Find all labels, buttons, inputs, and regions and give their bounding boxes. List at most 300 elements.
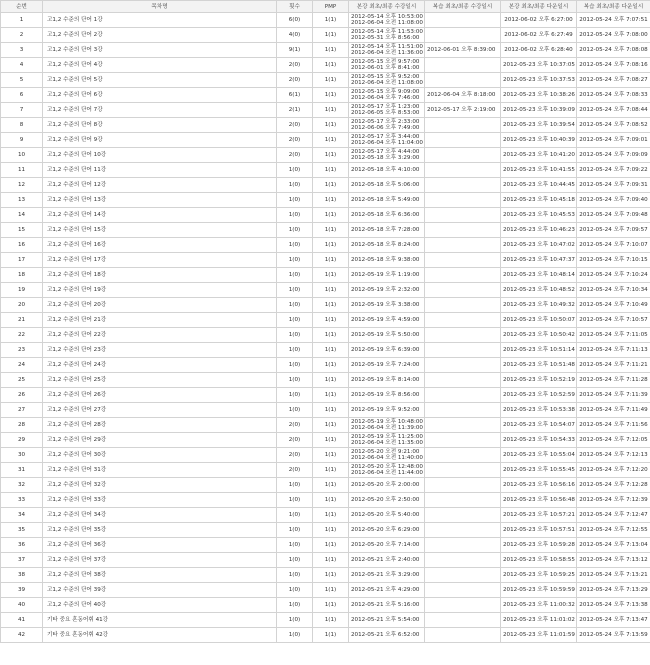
- row-review-download: 2012-05-24 오후 7:11:56: [577, 418, 650, 433]
- main-view-last: 2012-05-31 오후 8:56:00: [351, 35, 420, 41]
- row-pmp: 1(1): [313, 28, 349, 43]
- row-number: 28: [1, 418, 43, 433]
- row-pmp: 1(1): [313, 163, 349, 178]
- row-review-download: 2012-05-24 오후 7:12:13: [577, 448, 650, 463]
- row-pmp: 1(1): [313, 448, 349, 463]
- row-pmp: 1(1): [313, 358, 349, 373]
- row-title: 고1,2 수준의 단어 15강: [43, 223, 277, 238]
- row-title: 고1,2 수준의 단어 18강: [43, 268, 277, 283]
- row-count: 1(0): [277, 493, 313, 508]
- main-view-first: 2012-05-14 오후 10:53:00: [351, 14, 423, 20]
- row-review-view: [425, 493, 501, 508]
- row-main-view: [349, 58, 425, 73]
- main-view-first: 2012-05-19 오후 2:32:00: [351, 287, 420, 293]
- row-number: 16: [1, 238, 43, 253]
- row-main-view: [349, 253, 425, 268]
- row-title: 고1,2 수준의 단어 19강: [43, 283, 277, 298]
- row-main-view: [349, 553, 425, 568]
- table-row[interactable]: [1, 553, 650, 568]
- main-view-first: 2012-05-20 오후 2:50:00: [351, 497, 420, 503]
- row-review-view: [425, 208, 501, 223]
- row-main-view: [349, 478, 425, 493]
- row-pmp: 1(1): [313, 508, 349, 523]
- row-main-download: 2012-05-23 오후 10:41:55: [501, 163, 577, 178]
- review-view-first: 2012-06-01 오후 8:39:00: [427, 47, 496, 53]
- row-review-view: [425, 238, 501, 253]
- table-row[interactable]: [1, 598, 650, 613]
- row-main-view: [349, 298, 425, 313]
- table-row[interactable]: [1, 103, 650, 118]
- row-main-download: 2012-05-23 오후 10:38:26: [501, 88, 577, 103]
- row-main-view: [349, 508, 425, 523]
- row-main-view: [349, 13, 425, 28]
- table-row[interactable]: [1, 403, 650, 418]
- main-view-first: 2012-05-20 오후 6:29:00: [351, 527, 420, 533]
- main-view-first: 2012-05-17 오후 2:33:00: [351, 119, 420, 125]
- row-main-view: [349, 463, 425, 478]
- table-row[interactable]: [1, 43, 650, 58]
- table-row[interactable]: [1, 28, 650, 43]
- table-row[interactable]: [1, 58, 650, 73]
- row-review-view: [425, 343, 501, 358]
- row-main-download: 2012-05-23 오후 10:39:54: [501, 118, 577, 133]
- row-main-view: [349, 193, 425, 208]
- row-pmp: 1(1): [313, 73, 349, 88]
- row-main-download: 2012-05-23 오후 10:57:21: [501, 508, 577, 523]
- table-row[interactable]: [1, 628, 650, 643]
- row-review-view: [425, 553, 501, 568]
- table-row[interactable]: [1, 373, 650, 388]
- table-row[interactable]: [1, 283, 650, 298]
- row-title: 고1,2 수준의 단어 27강: [43, 403, 277, 418]
- row-number: 6: [1, 88, 43, 103]
- table-row[interactable]: [1, 148, 650, 163]
- table-row[interactable]: [1, 568, 650, 583]
- row-review-download: 2012-05-24 오후 7:11:39: [577, 388, 650, 403]
- row-number: 34: [1, 508, 43, 523]
- row-title: 고1,2 수준의 단어 31강: [43, 463, 277, 478]
- row-number: 17: [1, 253, 43, 268]
- row-review-download: 2012-05-24 오후 7:12:39: [577, 493, 650, 508]
- row-main-view: [349, 268, 425, 283]
- row-main-download: 2012-05-23 오후 10:56:16: [501, 478, 577, 493]
- row-number: 36: [1, 538, 43, 553]
- row-number: 9: [1, 133, 43, 148]
- row-review-view: [425, 478, 501, 493]
- row-main-download: 2012-05-23 오후 10:50:42: [501, 328, 577, 343]
- row-main-download: 2012-05-23 오후 10:50:07: [501, 313, 577, 328]
- row-main-view: [349, 328, 425, 343]
- row-review-view: [425, 463, 501, 478]
- row-review-view: [425, 403, 501, 418]
- row-pmp: 1(1): [313, 58, 349, 73]
- row-title: 고1,2 수준의 단어 35강: [43, 523, 277, 538]
- main-view-first: 2012-05-14 오후 11:53:00: [351, 29, 423, 35]
- row-title: 고1,2 수준의 단어 5강: [43, 73, 277, 88]
- row-review-download: 2012-05-24 오후 7:11:05: [577, 328, 650, 343]
- row-pmp: 1(1): [313, 493, 349, 508]
- row-title: 고1,2 수준의 단어 25강: [43, 373, 277, 388]
- row-main-download: 2012-05-23 오후 10:57:51: [501, 523, 577, 538]
- row-main-download: 2012-05-23 오후 10:52:59: [501, 388, 577, 403]
- row-main-view: [349, 538, 425, 553]
- row-title: 고1,2 수준의 단어 37강: [43, 553, 277, 568]
- main-view-first: 2012-05-21 오후 3:29:00: [351, 572, 420, 578]
- row-number: 8: [1, 118, 43, 133]
- row-pmp: 1(1): [313, 133, 349, 148]
- row-review-download: 2012-05-24 오후 7:10:24: [577, 268, 650, 283]
- row-number: 11: [1, 163, 43, 178]
- row-title: 고1,2 수준의 단어 30강: [43, 448, 277, 463]
- row-review-download: 2012-05-24 오후 7:08:08: [577, 43, 650, 58]
- row-number: 38: [1, 568, 43, 583]
- row-count: 1(0): [277, 403, 313, 418]
- row-count: 2(0): [277, 58, 313, 73]
- row-number: 27: [1, 403, 43, 418]
- row-review-view: [425, 193, 501, 208]
- row-review-download: 2012-05-24 오후 7:08:44: [577, 103, 650, 118]
- row-main-download: 2012-06-02 오후 6:28:40: [501, 43, 577, 58]
- table-row[interactable]: [1, 253, 650, 268]
- row-number: 29: [1, 433, 43, 448]
- row-count: 1(0): [277, 313, 313, 328]
- row-count: 2(0): [277, 133, 313, 148]
- row-number: 35: [1, 523, 43, 538]
- row-main-download: 2012-05-23 오후 10:52:19: [501, 373, 577, 388]
- table-row[interactable]: [1, 418, 650, 433]
- row-main-download: 2012-05-23 오후 10:58:55: [501, 553, 577, 568]
- row-main-view: [349, 523, 425, 538]
- row-number: 23: [1, 343, 43, 358]
- table-row[interactable]: [1, 88, 650, 103]
- main-view-first: 2012-05-19 오후 4:59:00: [351, 317, 420, 323]
- table-header-row: [1, 1, 650, 13]
- main-view-first: 2012-05-18 오후 4:10:00: [351, 167, 420, 173]
- table-row[interactable]: [1, 463, 650, 478]
- row-number: 14: [1, 208, 43, 223]
- row-number: 37: [1, 553, 43, 568]
- row-title: 고1,2 수준의 단어 40강: [43, 598, 277, 613]
- row-pmp: 1(1): [313, 343, 349, 358]
- main-view-last: 2012-06-04 오전 11:35:00: [351, 440, 423, 446]
- row-main-view: [349, 238, 425, 253]
- header-review-download: 복습 최초/최종 다운일시: [577, 1, 650, 13]
- row-count: 6(1): [277, 88, 313, 103]
- row-pmp: 1(1): [313, 268, 349, 283]
- row-review-view: [425, 598, 501, 613]
- row-pmp: 1(1): [313, 388, 349, 403]
- table-row[interactable]: [1, 313, 650, 328]
- table-row[interactable]: [1, 523, 650, 538]
- row-number: 19: [1, 283, 43, 298]
- row-review-download: 2012-05-24 오후 7:08:52: [577, 118, 650, 133]
- table-row[interactable]: [1, 208, 650, 223]
- main-view-first: 2012-05-19 오후 8:56:00: [351, 392, 420, 398]
- main-view-first: 2012-05-21 오후 5:16:00: [351, 602, 420, 608]
- row-pmp: 1(1): [313, 403, 349, 418]
- row-count: 1(0): [277, 583, 313, 598]
- row-review-download: 2012-05-24 오후 7:10:49: [577, 298, 650, 313]
- row-main-download: 2012-05-23 오후 10:51:14: [501, 343, 577, 358]
- row-review-download: 2012-05-24 오후 7:11:49: [577, 403, 650, 418]
- main-view-first: 2012-05-15 오후 9:09:00: [351, 89, 420, 95]
- row-main-download: 2012-05-23 오후 10:49:32: [501, 298, 577, 313]
- header-pmp: PMP: [313, 1, 349, 13]
- row-review-download: 2012-05-24 오후 7:11:13: [577, 343, 650, 358]
- row-title: 고1,2 수준의 단어 13강: [43, 193, 277, 208]
- row-pmp: 1(1): [313, 313, 349, 328]
- row-pmp: 1(1): [313, 328, 349, 343]
- row-pmp: 1(1): [313, 13, 349, 28]
- row-count: 1(0): [277, 388, 313, 403]
- row-review-view: [425, 358, 501, 373]
- main-view-first: 2012-05-20 오전 9:21:00: [351, 449, 420, 455]
- main-view-last: 2012-06-04 오전 11:40:00: [351, 455, 423, 461]
- table-row[interactable]: [1, 433, 650, 448]
- row-pmp: 1(1): [313, 103, 349, 118]
- main-view-first: 2012-05-19 오후 8:14:00: [351, 377, 420, 383]
- row-title: 고1,2 수준의 단어 11강: [43, 163, 277, 178]
- row-review-download: 2012-05-24 오후 7:09:31: [577, 178, 650, 193]
- table-row[interactable]: [1, 448, 650, 463]
- row-main-download: 2012-05-23 오후 10:53:38: [501, 403, 577, 418]
- row-title: 고1,2 수준의 단어 39강: [43, 583, 277, 598]
- table-row[interactable]: [1, 13, 650, 28]
- header-number: 순번: [1, 1, 43, 13]
- row-title: 기타 중요 혼동어휘 42강: [43, 628, 277, 643]
- row-title: 고1,2 수준의 단어 9강: [43, 133, 277, 148]
- row-pmp: 1(1): [313, 463, 349, 478]
- table-row[interactable]: [1, 193, 650, 208]
- row-main-download: 2012-06-02 오후 6:27:49: [501, 28, 577, 43]
- row-review-download: 2012-05-24 오후 7:08:00: [577, 28, 650, 43]
- table-row[interactable]: [1, 298, 650, 313]
- main-view-last: 2012-06-04 오전 11:08:00: [351, 20, 423, 26]
- row-main-view: [349, 163, 425, 178]
- table-row[interactable]: [1, 613, 650, 628]
- row-number: 13: [1, 193, 43, 208]
- row-count: 1(0): [277, 163, 313, 178]
- row-review-download: 2012-05-24 오후 7:13:12: [577, 553, 650, 568]
- row-review-view: [425, 418, 501, 433]
- main-view-first: 2012-05-18 오후 5:49:00: [351, 197, 420, 203]
- row-review-download: 2012-05-24 오후 7:07:51: [577, 13, 650, 28]
- main-view-last: 2012-06-04 오전 11:39:00: [351, 425, 423, 431]
- row-review-download: 2012-05-24 오후 7:12:28: [577, 478, 650, 493]
- table-row[interactable]: [1, 343, 650, 358]
- main-view-last: 2012-06-04 오후 7:46:00: [351, 95, 420, 101]
- row-main-download: 2012-05-23 오후 10:47:37: [501, 253, 577, 268]
- row-pmp: 1(1): [313, 43, 349, 58]
- row-count: 2(0): [277, 448, 313, 463]
- row-number: 12: [1, 178, 43, 193]
- table-row[interactable]: [1, 223, 650, 238]
- row-review-view: [425, 133, 501, 148]
- main-view-last: 2012-06-06 오후 7:49:00: [351, 125, 420, 131]
- table-row[interactable]: [1, 268, 650, 283]
- table-row[interactable]: [1, 238, 650, 253]
- table-row[interactable]: [1, 388, 650, 403]
- row-review-view: [425, 253, 501, 268]
- main-view-first: 2012-05-18 오후 9:38:00: [351, 257, 420, 263]
- row-count: 1(0): [277, 208, 313, 223]
- main-view-first: 2012-05-21 오후 2:40:00: [351, 557, 420, 563]
- row-pmp: 1(1): [313, 253, 349, 268]
- row-review-download: 2012-05-24 오후 7:12:05: [577, 433, 650, 448]
- row-count: 1(0): [277, 598, 313, 613]
- header-main-view: 본강 최초/최종 수강일시: [349, 1, 425, 13]
- row-count: 1(0): [277, 298, 313, 313]
- row-main-download: 2012-05-23 오후 10:44:45: [501, 178, 577, 193]
- row-review-download: 2012-05-24 오후 7:10:15: [577, 253, 650, 268]
- main-view-first: 2012-05-19 오후 6:39:00: [351, 347, 420, 353]
- row-review-download: 2012-05-24 오후 7:11:28: [577, 373, 650, 388]
- row-title: 고1,2 수준의 단어 29강: [43, 433, 277, 448]
- row-pmp: 1(1): [313, 298, 349, 313]
- row-main-view: [349, 388, 425, 403]
- row-main-download: 2012-05-23 오후 10:56:48: [501, 493, 577, 508]
- row-review-view: [425, 73, 501, 88]
- table-row[interactable]: [1, 163, 650, 178]
- row-review-download: 2012-05-24 오후 7:13:47: [577, 613, 650, 628]
- table-row[interactable]: [1, 133, 650, 148]
- row-pmp: 1(1): [313, 613, 349, 628]
- row-pmp: 1(1): [313, 478, 349, 493]
- row-review-download: 2012-05-24 오후 7:09:40: [577, 193, 650, 208]
- row-number: 32: [1, 478, 43, 493]
- row-number: 5: [1, 73, 43, 88]
- row-pmp: 1(1): [313, 568, 349, 583]
- row-review-view: [425, 538, 501, 553]
- row-number: 4: [1, 58, 43, 73]
- row-number: 40: [1, 598, 43, 613]
- row-review-view: [425, 448, 501, 463]
- row-pmp: 1(1): [313, 373, 349, 388]
- row-pmp: 1(1): [313, 583, 349, 598]
- row-number: 25: [1, 373, 43, 388]
- row-main-download: 2012-05-23 오후 11:00:32: [501, 598, 577, 613]
- row-main-download: 2012-05-23 오후 10:47:02: [501, 238, 577, 253]
- row-count: 2(0): [277, 463, 313, 478]
- row-count: 1(0): [277, 343, 313, 358]
- row-number: 24: [1, 358, 43, 373]
- main-view-first: 2012-05-15 오전 9:57:00: [351, 59, 420, 65]
- row-title: 고1,2 수준의 단어 26강: [43, 388, 277, 403]
- row-review-view: [425, 568, 501, 583]
- main-view-first: 2012-05-21 오후 6:52:00: [351, 632, 420, 638]
- row-count: 1(0): [277, 223, 313, 238]
- main-view-first: 2012-05-14 오후 11:51:00: [351, 44, 423, 50]
- main-view-last: 2012-06-04 오전 11:08:00: [351, 80, 423, 86]
- row-title: 고1,2 수준의 단어 28강: [43, 418, 277, 433]
- row-review-download: 2012-05-24 오후 7:13:59: [577, 628, 650, 643]
- row-pmp: 1(1): [313, 118, 349, 133]
- main-view-first: 2012-05-17 오후 4:44:00: [351, 149, 420, 155]
- main-view-first: 2012-05-20 오후 12:48:00: [351, 464, 423, 470]
- table-row[interactable]: [1, 178, 650, 193]
- table-row[interactable]: [1, 583, 650, 598]
- row-pmp: 1(1): [313, 418, 349, 433]
- row-title: 고1,2 수준의 단어 1강: [43, 13, 277, 28]
- table-row[interactable]: [1, 538, 650, 553]
- row-count: 4(0): [277, 28, 313, 43]
- main-view-last: 2012-06-04 오후 11:04:00: [351, 140, 423, 146]
- row-main-view: [349, 118, 425, 133]
- row-review-download: 2012-05-24 오후 7:13:21: [577, 568, 650, 583]
- row-count: 1(0): [277, 358, 313, 373]
- table-row[interactable]: [1, 508, 650, 523]
- row-title: 고1,2 수준의 단어 34강: [43, 508, 277, 523]
- review-view-first: 2012-06-04 오후 8:18:00: [427, 92, 496, 98]
- row-main-view: [349, 628, 425, 643]
- row-review-view: [425, 223, 501, 238]
- row-review-download: 2012-05-24 오후 7:12:20: [577, 463, 650, 478]
- row-review-view: [425, 148, 501, 163]
- row-main-download: 2012-05-23 오후 10:55:45: [501, 463, 577, 478]
- row-review-view: [425, 628, 501, 643]
- row-main-download: 2012-05-23 오후 10:51:48: [501, 358, 577, 373]
- row-pmp: 1(1): [313, 223, 349, 238]
- table-row[interactable]: [1, 328, 650, 343]
- row-number: 21: [1, 313, 43, 328]
- main-view-first: 2012-05-18 오후 6:36:00: [351, 212, 420, 218]
- row-main-download: 2012-05-23 오후 10:37:05: [501, 58, 577, 73]
- row-number: 1: [1, 13, 43, 28]
- main-view-first: 2012-05-20 오후 5:40:00: [351, 512, 420, 518]
- row-main-download: 2012-05-23 오후 10:39:09: [501, 103, 577, 118]
- main-view-first: 2012-05-15 오후 9:52:00: [351, 74, 420, 80]
- main-view-last: 2012-06-05 오후 8:53:00: [351, 110, 420, 116]
- row-main-view: [349, 343, 425, 358]
- row-review-view: [425, 268, 501, 283]
- row-number: 26: [1, 388, 43, 403]
- row-main-view: [349, 583, 425, 598]
- table-row[interactable]: [1, 478, 650, 493]
- row-title: 고1,2 수준의 단어 8강: [43, 118, 277, 133]
- row-title: 고1,2 수준의 단어 23강: [43, 343, 277, 358]
- row-review-view: [425, 328, 501, 343]
- row-review-download: 2012-05-24 오후 7:08:33: [577, 88, 650, 103]
- row-review-download: 2012-05-24 오후 7:09:09: [577, 148, 650, 163]
- row-count: 6(0): [277, 13, 313, 28]
- row-title: 고1,2 수준의 단어 6강: [43, 88, 277, 103]
- table-row[interactable]: [1, 73, 650, 88]
- row-number: 33: [1, 493, 43, 508]
- table-row[interactable]: [1, 358, 650, 373]
- row-review-view: [425, 118, 501, 133]
- main-view-first: 2012-05-19 오후 7:24:00: [351, 362, 420, 368]
- row-pmp: 1(1): [313, 178, 349, 193]
- row-review-view: [425, 388, 501, 403]
- table-row[interactable]: [1, 118, 650, 133]
- row-title: 고1,2 수준의 단어 16강: [43, 238, 277, 253]
- main-view-last: 2012-05-18 오후 3:29:00: [351, 155, 420, 161]
- row-main-download: 2012-05-23 오후 11:01:59: [501, 628, 577, 643]
- row-count: 1(0): [277, 568, 313, 583]
- row-main-view: [349, 358, 425, 373]
- row-review-download: 2012-05-24 오후 7:12:55: [577, 523, 650, 538]
- row-title: 고1,2 수준의 단어 21강: [43, 313, 277, 328]
- main-view-first: 2012-05-19 오후 9:52:00: [351, 407, 420, 413]
- row-main-download: 2012-05-23 오후 10:54:07: [501, 418, 577, 433]
- row-review-download: 2012-05-24 오후 7:09:22: [577, 163, 650, 178]
- header-title: 목차명: [43, 1, 277, 13]
- main-view-last: 2012-06-04 오전 11:36:00: [351, 50, 423, 56]
- main-view-first: 2012-05-17 오후 1:23:00: [351, 104, 420, 110]
- main-view-first: 2012-05-19 오후 1:19:00: [351, 272, 420, 278]
- table-row[interactable]: [1, 493, 650, 508]
- row-review-view: [425, 283, 501, 298]
